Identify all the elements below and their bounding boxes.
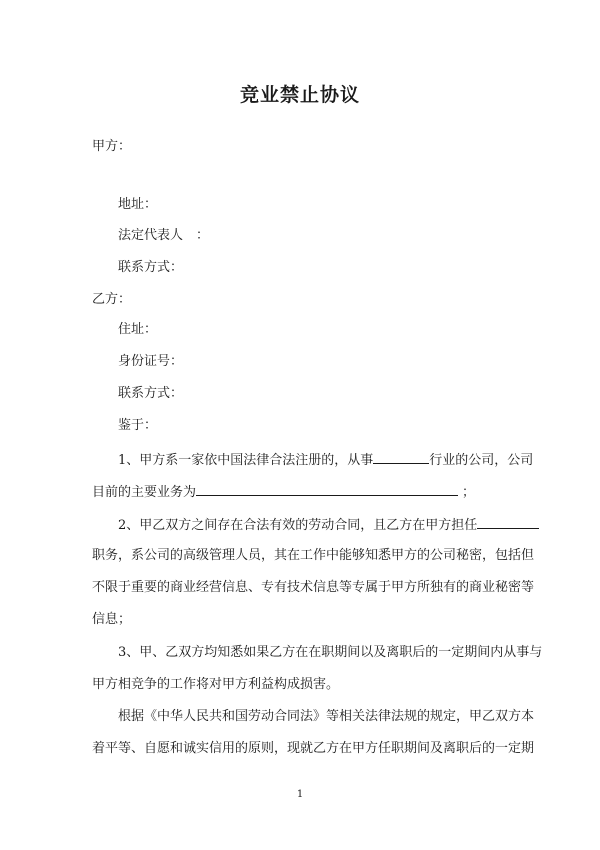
whereas-label: 鉴于：	[118, 418, 158, 433]
party-a-label: 甲方：	[92, 139, 132, 154]
clause2-line3: 不限于重要的商业经营信息、专有技术信息等专属于甲方所独有的商业秘密等	[92, 580, 535, 595]
clause2-line2: 职务，系公司的高级管理人员，其在工作中能够知悉甲方的公司秘密，包括但	[92, 548, 535, 563]
party-b-label: 乙方：	[92, 292, 132, 307]
clause2-line4: 信息；	[92, 612, 132, 627]
clause1-text-c: 目前的主要业务为	[92, 485, 197, 500]
document-title: 竞业禁止协议	[239, 84, 360, 106]
party-a-representative: 法定代表人 ：	[118, 228, 210, 243]
clause3-line1: 3、甲、乙双方均知悉如果乙方在在职期间以及离职后的一定期间内从事与	[118, 645, 543, 660]
blank-position	[477, 516, 539, 529]
basis-line2: 着平等、自愿和诚实信用的原则，现就乙方在甲方任职期间及离职后的一定期	[92, 741, 535, 756]
clause3-line2: 甲方相竞争的工作将对甲方利益构成损害。	[92, 677, 340, 692]
clause1-end: ；	[462, 485, 476, 500]
page-number: 1	[296, 789, 304, 800]
basis-line1: 根据《中华人民共和国劳动合同法》等相关法律法规的规定，甲乙双方本	[118, 709, 535, 724]
blank-main-business	[196, 483, 458, 496]
party-a-contact: 联系方式：	[118, 260, 184, 275]
clause1-text-a: 1、甲方系一家依中国法律合法注册的，从事	[118, 453, 374, 468]
clause1-line2	[92, 483, 475, 501]
clause2-line1	[118, 516, 539, 534]
clause1-text-b: 行业的公司，公司	[429, 453, 534, 468]
party-b-contact: 联系方式：	[118, 386, 184, 401]
party-b-id: 身份证号：	[118, 354, 184, 369]
party-a-address: 地址：	[118, 197, 158, 212]
clause1-line1	[118, 451, 533, 469]
party-b-residence: 住址：	[118, 322, 158, 337]
blank-industry	[373, 451, 429, 464]
clause2-text-a: 2、甲乙双方之间存在合法有效的劳动合同，且乙方在甲方担任	[118, 518, 478, 533]
